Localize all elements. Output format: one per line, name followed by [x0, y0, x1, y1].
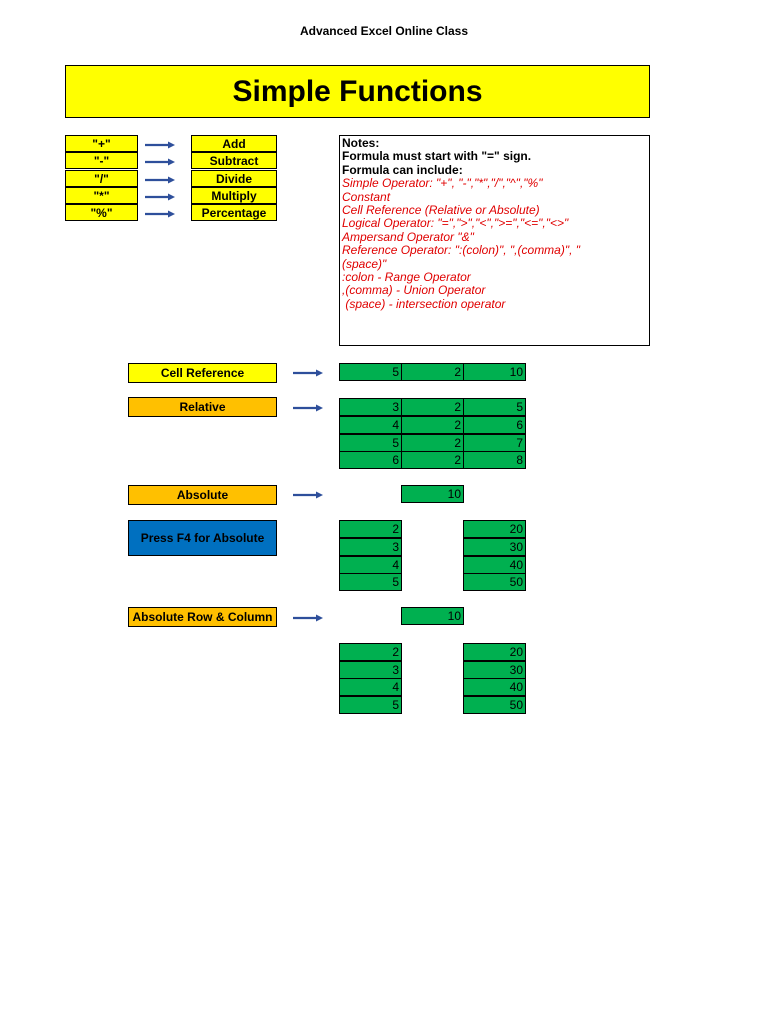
- cell: 4: [339, 678, 402, 696]
- cell: 40: [463, 556, 526, 574]
- cell: 2: [401, 363, 464, 381]
- arrow-icon: [145, 175, 175, 185]
- cell: 3: [339, 538, 402, 556]
- arrow-icon: [145, 140, 175, 150]
- cell: 10: [401, 485, 464, 503]
- cell: 50: [463, 573, 526, 591]
- notes-item: Simple Operator: "+", "-","*","/","^","%": [342, 176, 543, 191]
- operator-symbol-multiply: "*": [65, 187, 138, 204]
- arrow-icon: [293, 613, 323, 623]
- notes-item: (space)": [342, 256, 387, 271]
- arrow-icon: [293, 403, 323, 413]
- cell: 10: [401, 607, 464, 625]
- cell: 3: [339, 661, 402, 679]
- operator-name-divide: Divide: [191, 170, 277, 187]
- cell: 5: [339, 696, 402, 714]
- label-absolute-row-column: Absolute Row & Column: [128, 607, 277, 627]
- arrow-icon: [145, 209, 175, 219]
- cell: 40: [463, 678, 526, 696]
- arrow-icon: [293, 368, 323, 378]
- cell: 5: [339, 573, 402, 591]
- notes-box: [339, 135, 650, 346]
- arrow-icon: [145, 192, 175, 202]
- label-relative: Relative: [128, 397, 277, 417]
- cell: 2: [401, 434, 464, 452]
- notes-item: ,(comma) - Union Operator: [342, 283, 486, 298]
- label-absolute: Absolute: [128, 485, 277, 505]
- cell: 10: [463, 363, 526, 381]
- notes-item: Logical Operator: "=",">","<",">=","<=","<>": [342, 216, 569, 231]
- cell: 30: [463, 661, 526, 679]
- cell: 8: [463, 451, 526, 469]
- notes-item: Reference Operator: ":(colon)", ",(comma)", ": [342, 243, 581, 258]
- operator-symbol-add: "+": [65, 135, 138, 152]
- cell: 4: [339, 416, 402, 434]
- arrow-icon: [293, 490, 323, 500]
- notes-line: Formula can include:: [342, 162, 463, 177]
- banner-title: Simple Functions: [232, 74, 483, 108]
- operator-symbol-divide: "/": [65, 170, 138, 187]
- cell: 5: [339, 363, 402, 381]
- cell: 2: [401, 398, 464, 416]
- arrow-icon: [145, 157, 175, 167]
- title-banner: [65, 65, 650, 118]
- cell: 4: [339, 556, 402, 574]
- cell: 2: [401, 451, 464, 469]
- cell: 2: [339, 520, 402, 538]
- cell: 20: [463, 643, 526, 661]
- operator-symbol-percentage: "%": [65, 204, 138, 221]
- notes-item: Constant: [342, 189, 391, 204]
- cell: 5: [339, 434, 402, 452]
- cell: 50: [463, 696, 526, 714]
- cell: 7: [463, 434, 526, 452]
- cell: 5: [463, 398, 526, 416]
- cell: 30: [463, 538, 526, 556]
- notes-item: (space) - intersection operator: [342, 296, 506, 311]
- page-header: Advanced Excel Online Class: [299, 24, 469, 38]
- notes-item: :colon - Range Operator: [342, 270, 471, 285]
- operator-symbol-subtract: "-": [65, 152, 138, 169]
- label-cell-reference: Cell Reference: [128, 363, 277, 383]
- notes-item: Cell Reference (Relative or Absolute): [342, 203, 540, 218]
- cell: 3: [339, 398, 402, 416]
- cell: 6: [339, 451, 402, 469]
- cell: 6: [463, 416, 526, 434]
- operator-name-multiply: Multiply: [191, 187, 277, 204]
- cell: 2: [401, 416, 464, 434]
- notes-line: Formula must start with "=" sign.: [342, 149, 532, 164]
- notes-heading: Notes:: [342, 136, 380, 150]
- cell: 2: [339, 643, 402, 661]
- operator-name-percentage: Percentage: [191, 204, 277, 221]
- label-press-f4: Press F4 for Absolute: [128, 520, 277, 556]
- operator-name-add: Add: [191, 135, 277, 152]
- notes-item: Ampersand Operator "&": [342, 229, 474, 244]
- cell: 20: [463, 520, 526, 538]
- operator-name-subtract: Subtract: [191, 152, 277, 169]
